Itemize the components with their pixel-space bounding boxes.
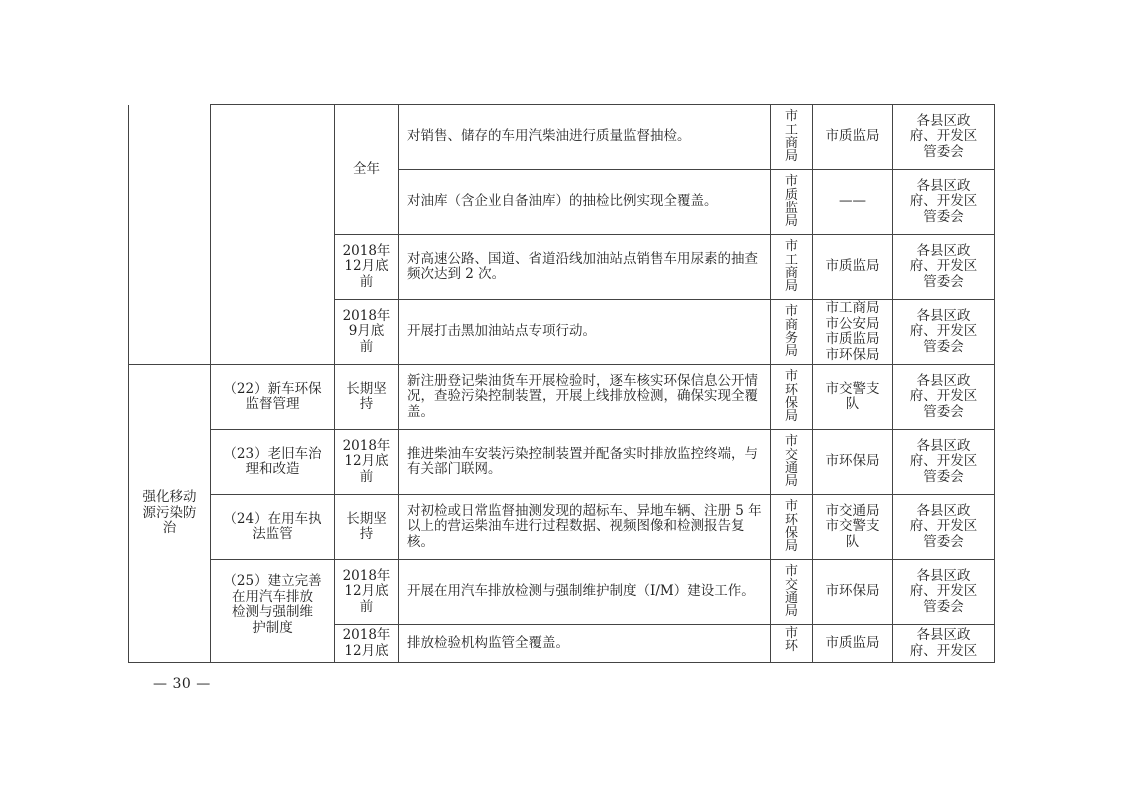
measure-cell: （23）老旧车治 理和改造 <box>211 430 335 495</box>
task-cell: 对高速公路、国道、省道沿线加油站点销售车用尿素的抽查频次达到 2 次。 <box>399 235 771 300</box>
participating-department-cell: 市质监局 <box>813 235 893 300</box>
participating-department-cell: 市工商局 市公安局 市质监局 市环保局 <box>813 300 893 365</box>
task-table <box>128 104 995 663</box>
participating-department-cell: —— <box>813 170 893 235</box>
table-row <box>129 495 995 560</box>
lead-department-cell: 市 工 商 局 <box>771 235 813 300</box>
responsible-unit-cell: 各县区政 府、开发区 管委会 <box>893 365 995 430</box>
task-cell: 对销售、储存的车用汽柴油进行质量监督抽检。 <box>399 105 771 170</box>
lead-department-cell: 市 质 监 局 <box>771 170 813 235</box>
task-cell: 推进柴油车安装污染控制装置并配备实时排放监控终端，与有关部门联网。 <box>399 430 771 495</box>
timeline-cell: 长期坚 持 <box>335 365 399 430</box>
table-row <box>129 430 995 495</box>
timeline-cell: 2018年 12月底 前 <box>335 235 399 300</box>
lead-department-cell: 市 环 保 局 <box>771 495 813 560</box>
task-cell: 排放检验机构监管全覆盖。 <box>399 625 771 663</box>
timeline-cell: 全年 <box>335 105 399 235</box>
lead-department-cell: 市 交 通 局 <box>771 430 813 495</box>
responsible-unit-cell: 各县区政 府、开发区 管委会 <box>893 105 995 170</box>
lead-department-cell: 市 工 商 局 <box>771 105 813 170</box>
task-cell: 开展打击黑加油站点专项行动。 <box>399 300 771 365</box>
timeline-cell: 2018年 9月底 前 <box>335 300 399 365</box>
responsible-unit-cell: 各县区政 府、开发区 管委会 <box>893 495 995 560</box>
responsible-unit-cell: 各县区政 府、开发区 管委会 <box>893 560 995 625</box>
responsible-unit-cell: 各县区政 府、开发区 管委会 <box>893 170 995 235</box>
responsible-unit-cell: 各县区政 府、开发区 <box>893 625 995 663</box>
measure-cell: （25）建立完善 在用汽车排放 检测与强制维 护制度 <box>211 560 335 663</box>
table-row <box>129 560 995 625</box>
participating-department-cell: 市交警支 队 <box>813 365 893 430</box>
measure-cell: （22）新车环保 监督管理 <box>211 365 335 430</box>
participating-department-cell: 市质监局 <box>813 105 893 170</box>
table-row <box>129 365 995 430</box>
responsible-unit-cell: 各县区政 府、开发区 管委会 <box>893 300 995 365</box>
participating-department-cell: 市环保局 <box>813 560 893 625</box>
participating-department-cell: 市交通局 市交警支 队 <box>813 495 893 560</box>
lead-department-cell: 市 环 <box>771 625 813 663</box>
timeline-cell: 2018年 12月底 <box>335 625 399 663</box>
measure-cell: （24）在用车执 法监管 <box>211 495 335 560</box>
task-cell: 开展在用汽车排放检测与强制维护制度（I/M）建设工作。 <box>399 560 771 625</box>
task-cell: 对油库（含企业自备油库）的抽检比例实现全覆盖。 <box>399 170 771 235</box>
timeline-cell: 2018年 12月底 前 <box>335 430 399 495</box>
measure-cell-empty <box>211 105 335 365</box>
responsible-unit-cell: 各县区政 府、开发区 管委会 <box>893 430 995 495</box>
lead-department-cell: 市 交 通 局 <box>771 560 813 625</box>
category-cell: 强化移动 源污染防 治 <box>129 365 211 663</box>
task-cell: 新注册登记柴油货车开展检验时，逐车核实环保信息公开情况，查验污染控制装置，开展上线排放检测，确保实现全覆盖。 <box>399 365 771 430</box>
page-number: — 30 — <box>153 676 211 692</box>
responsible-unit-cell: 各县区政 府、开发区 管委会 <box>893 235 995 300</box>
category-cell-empty <box>129 105 211 365</box>
lead-department-cell: 市 商 务 局 <box>771 300 813 365</box>
participating-department-cell: 市质监局 <box>813 625 893 663</box>
timeline-cell: 长期坚 持 <box>335 495 399 560</box>
participating-department-cell: 市环保局 <box>813 430 893 495</box>
lead-department-cell: 市 环 保 局 <box>771 365 813 430</box>
table-row <box>129 105 995 170</box>
timeline-cell: 2018年 12月底 前 <box>335 560 399 625</box>
task-cell: 对初检或日常监督抽测发现的超标车、异地车辆、注册 5 年以上的营运柴油车进行过程数据、视频图像和检测报告复核。 <box>399 495 771 560</box>
